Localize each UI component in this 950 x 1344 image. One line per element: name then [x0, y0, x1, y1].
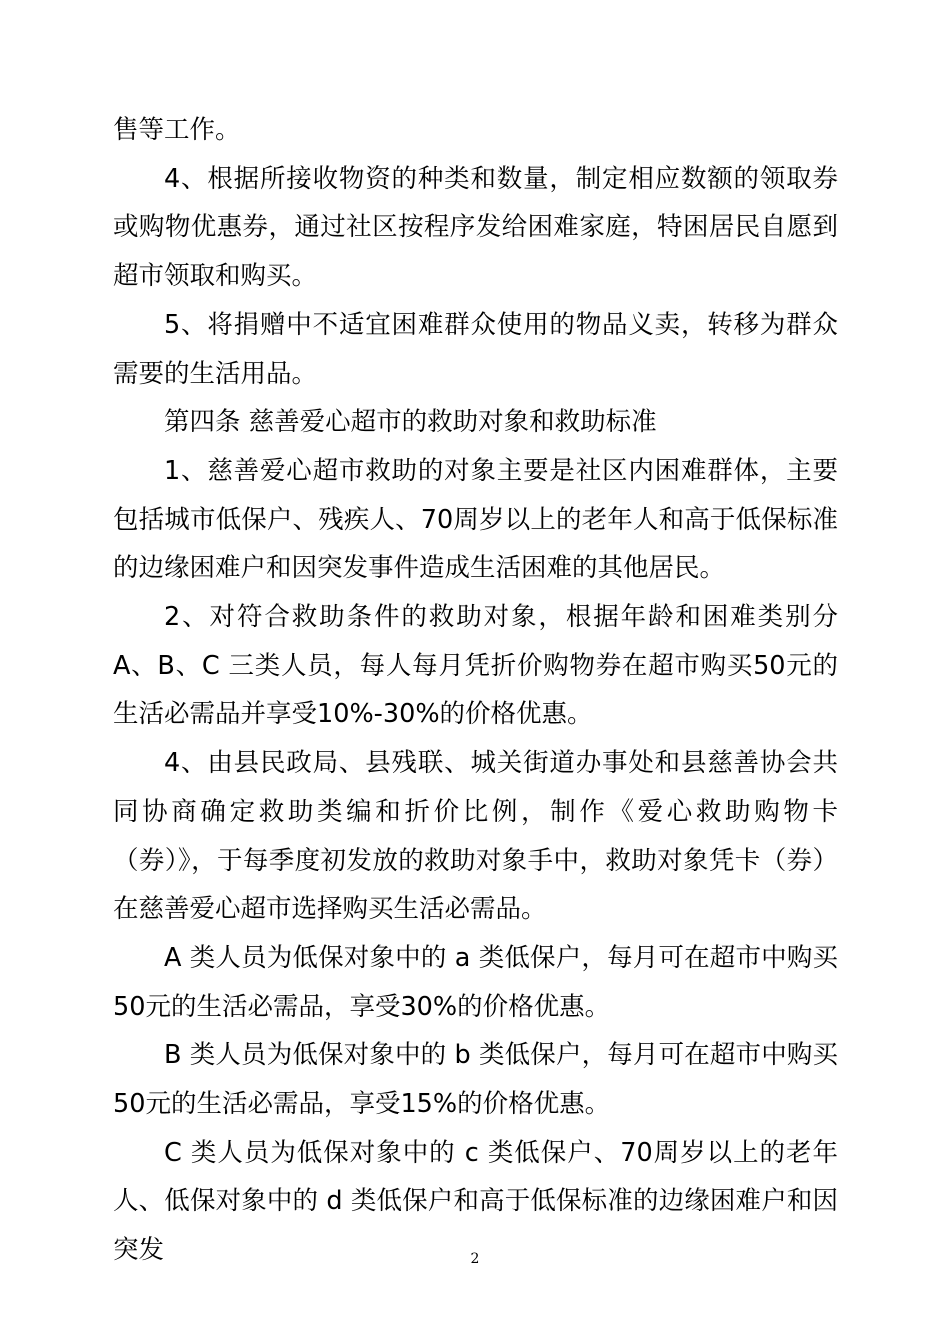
- paragraph-item-1-targets: 1、慈善爱心超市救助的对象主要是社区内困难群体，主要包括城市低保户、残疾人、70周岁以上的老年人和高于低保标准的边缘困难户和因突发事件造成生活困难的其他居民。: [113, 455, 838, 584]
- page-number: 2: [470, 1251, 480, 1267]
- paragraph-item-4-card: 4、由县民政局、县残联、城关街道办事处和县慈善协会共同协商确定救助类编和折价比例，制作《爱心救助购物卡（券）》，于每季度初发放的救助对象手中，救助对象凭卡（券）在慈善爱心超市选择购买生活必需品。: [113, 748, 838, 925]
- paragraph-item-2-categories: 2、对符合救助条件的救助对象，根据年龄和困难类别分 A、B、C 三类人员，每人每月凭折价购物券在超市购买50元的生活必需品并享受10%-30%的价格优惠。: [113, 602, 838, 730]
- paragraph-category-a: A 类人员为低保对象中的 a 类低保户，每月可在超市中购买50元的生活必需品，享受30%的价格优惠。: [113, 942, 838, 1022]
- paragraph-item-4-vouchers: 4、根据所接收物资的种类和数量，制定相应数额的领取券或购物优惠券，通过社区按程序发给困难家庭，特困居民自愿到超市领取和购买。: [113, 163, 838, 292]
- paragraph-item-5-charity-sale: 5、将捐赠中不适宜困难群众使用的物品义卖，转移为群众需要的生活用品。: [113, 309, 838, 389]
- document-body: [113, 106, 838, 1275]
- article-heading: 第四条 慈善爱心超市的救助对象和救助标准: [164, 407, 657, 438]
- paragraph-category-b: B 类人员为低保对象中的 b 类低保户，每月可在超市中购买50元的生活必需品，享受15%的价格优惠。: [113, 1040, 838, 1120]
- paragraph-continuation: 售等工作。: [113, 115, 241, 145]
- paragraph-category-c: C 类人员为低保对象中的 c 类低保户、70周岁以上的老年人、低保对象中的 d 类低保户和高于低保标准的边缘困难户和因突发: [113, 1137, 838, 1266]
